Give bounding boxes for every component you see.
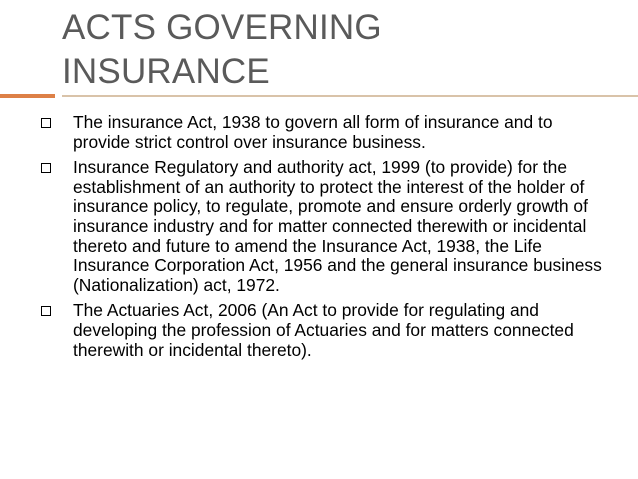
bullet-item-irda-act-1999 <box>0 158 638 295</box>
hollow-square-bullet-icon <box>41 118 51 128</box>
slide-title <box>62 6 622 94</box>
bullet-item-actuaries-act-2006 <box>0 301 638 360</box>
title-divider-rule <box>62 95 638 97</box>
bullet-text: Insurance Regulatory and authority act, 1999 (to provide) for the establishment of an authority to protect the interest of the holder of insurance policy, to regulate, promote and ensure orderly growth of insurance industry and for matter connected therewith or incidental thereto and future to amend the Insurance Act, 1938, the Life Insurance Corporation Act, 1956 and the general insurance business (Nationalization) act, 1972. <box>73 157 602 295</box>
bullet-list <box>0 113 638 366</box>
bullet-text: The Actuaries Act, 2006 (An Act to provide for regulating and developing the profession of Actuaries and for matters connected therewith or incidental thereto). <box>73 300 574 360</box>
slide-title-line-1: ACTS GOVERNING <box>62 8 382 47</box>
bullet-text: The insurance Act, 1938 to govern all form of insurance and to provide strict control over insurance business. <box>73 112 553 152</box>
bullet-item-insurance-act-1938 <box>0 113 638 152</box>
hollow-square-bullet-icon <box>41 163 51 173</box>
slide-title-line-2: INSURANCE <box>62 52 270 91</box>
title-accent-bar <box>0 94 55 98</box>
hollow-square-bullet-icon <box>41 306 51 316</box>
